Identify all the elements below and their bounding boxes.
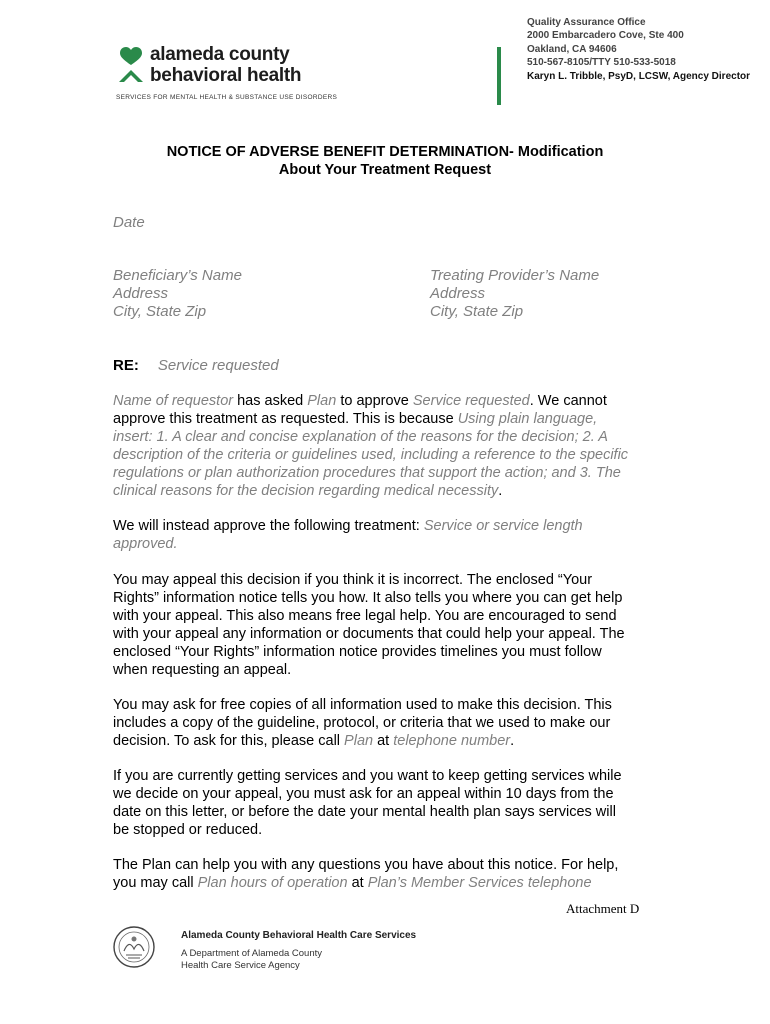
text-line: If you are currently getting services and you want to keep getting services while [113, 768, 622, 784]
footer-sub-line2: Health Care Service Agency [181, 959, 300, 971]
paragraph-approved-treatment [113, 517, 653, 553]
reason-placeholder: regulations or plan authorization procedures that support the action; and 3. The [113, 465, 621, 481]
footer-org-name: Alameda County Behavioral Health Care Services [181, 930, 417, 941]
text-line: The Plan can help you with any questions you have about this notice. For help, [113, 857, 619, 873]
member-services-placeholder: Plan’s Member Services telephone [367, 875, 592, 891]
header-divider [497, 47, 501, 105]
provider-name: Treating Provider’s Name [430, 267, 600, 284]
text-span: . We cannot [529, 393, 607, 409]
notice-subtitle: About Your Treatment Request [278, 162, 492, 178]
text-line: date on this letter, or before the date your mental health plan says services will [113, 804, 616, 820]
plan-placeholder: Plan [344, 733, 374, 749]
office-line: 510-567-8105/TTY 510-533-5018 [527, 57, 676, 69]
provider-address-block [430, 267, 599, 322]
text-span: . [510, 733, 515, 749]
plan-placeholder: Plan [307, 393, 337, 409]
beneficiary-address-block [113, 267, 242, 322]
beneficiary-city: City, State Zip [113, 303, 207, 321]
paragraph-help [113, 856, 653, 892]
service-placeholder: Service requested [412, 393, 530, 409]
text-line: we decide on your appeal, you must ask for an appeal within 10 days from the [113, 786, 614, 802]
logo-tagline: SERVICES FOR MENTAL HEALTH & SUBSTANCE USE DISORDERS [116, 94, 338, 101]
reason-placeholder: clinical reasons for the decision regarding medical necessity [113, 483, 499, 499]
telephone-placeholder: telephone number [393, 733, 511, 749]
reason-placeholder: description of the criteria or guidelines used, including a reference to the specific [113, 447, 629, 463]
provider-address: Address [430, 285, 486, 303]
re-value: Service requested [157, 357, 279, 374]
notice-title: NOTICE OF ADVERSE BENEFIT DETERMINATION- Modification [166, 144, 604, 160]
office-line: 2000 Embarcadero Cove, Ste 400 [527, 30, 684, 42]
logo-text-line2: behavioral health [150, 65, 302, 86]
text-span: has asked [233, 393, 308, 409]
paragraph-determination [113, 392, 653, 500]
text-line: You may ask for free copies of all information used to make this decision. This [113, 697, 612, 713]
text-line: Rights” information notice tells you how. It also tells you where you can get help [113, 590, 623, 606]
office-line: Oakland, CA 94606 [527, 43, 617, 55]
hours-placeholder: Plan hours of operation [197, 875, 348, 891]
paragraph-free-copies [113, 696, 653, 750]
text-span: at [373, 733, 394, 749]
paragraph-continue-services [113, 767, 653, 839]
acbh-logo-icon [116, 46, 146, 86]
beneficiary-name: Beneficiary’s Name [113, 267, 242, 284]
text-span: you may call [113, 875, 198, 891]
text-line: includes a copy of the guideline, protocol, or criteria that we used to make our [113, 715, 611, 731]
reason-placeholder: insert: 1. A clear and concise explanation of the reasons for the decision; 2. A [113, 429, 608, 445]
text-line: be stopped or reduced. [113, 822, 263, 838]
provider-city: City, State Zip [430, 303, 524, 321]
text-line: with your appeal. This also means free legal help. You are encouraged to send [113, 608, 617, 624]
text-span: to approve [336, 393, 413, 409]
text-line: You may appeal this decision if you think it is incorrect. The enclosed “Your [113, 572, 593, 588]
text-line: when requesting an appeal. [113, 662, 292, 678]
agency-director: Karyn L. Tribble, PsyD, LCSW, Agency Director [527, 70, 751, 82]
footer-sub-text [181, 948, 322, 971]
text-span: approve this treatment as requested. This is because [113, 411, 458, 427]
text-span: . [498, 483, 503, 499]
text-line: enclosed “Your Rights” information notice provides timelines you must follow [113, 644, 602, 660]
footer-sub-line1: A Department of Alameda County [181, 948, 322, 959]
requestor-placeholder: Name of requestor [113, 393, 234, 409]
text-span: We will instead approve the following treatment: [113, 518, 424, 534]
re-line [113, 357, 279, 375]
logo-text-line1: alameda county [150, 44, 290, 65]
reason-placeholder: Using plain language, [457, 411, 598, 427]
county-seal-icon [112, 925, 156, 969]
office-line: Quality Assurance Office [527, 17, 646, 28]
office-address-block [527, 16, 750, 83]
beneficiary-address: Address [113, 285, 169, 303]
service-length-placeholder: Service or service length [423, 518, 583, 534]
text-span: decision. To ask for this, please call [113, 733, 345, 749]
text-span: at [347, 875, 368, 891]
text-line: with your appeal any information or documents that could help your appeal. The [113, 626, 625, 642]
attachment-label: Attachment D [566, 901, 640, 916]
date-placeholder: Date [113, 214, 145, 231]
paragraph-appeal [113, 571, 653, 679]
service-length-placeholder: approved. [113, 536, 178, 552]
re-label: RE: [113, 357, 139, 374]
